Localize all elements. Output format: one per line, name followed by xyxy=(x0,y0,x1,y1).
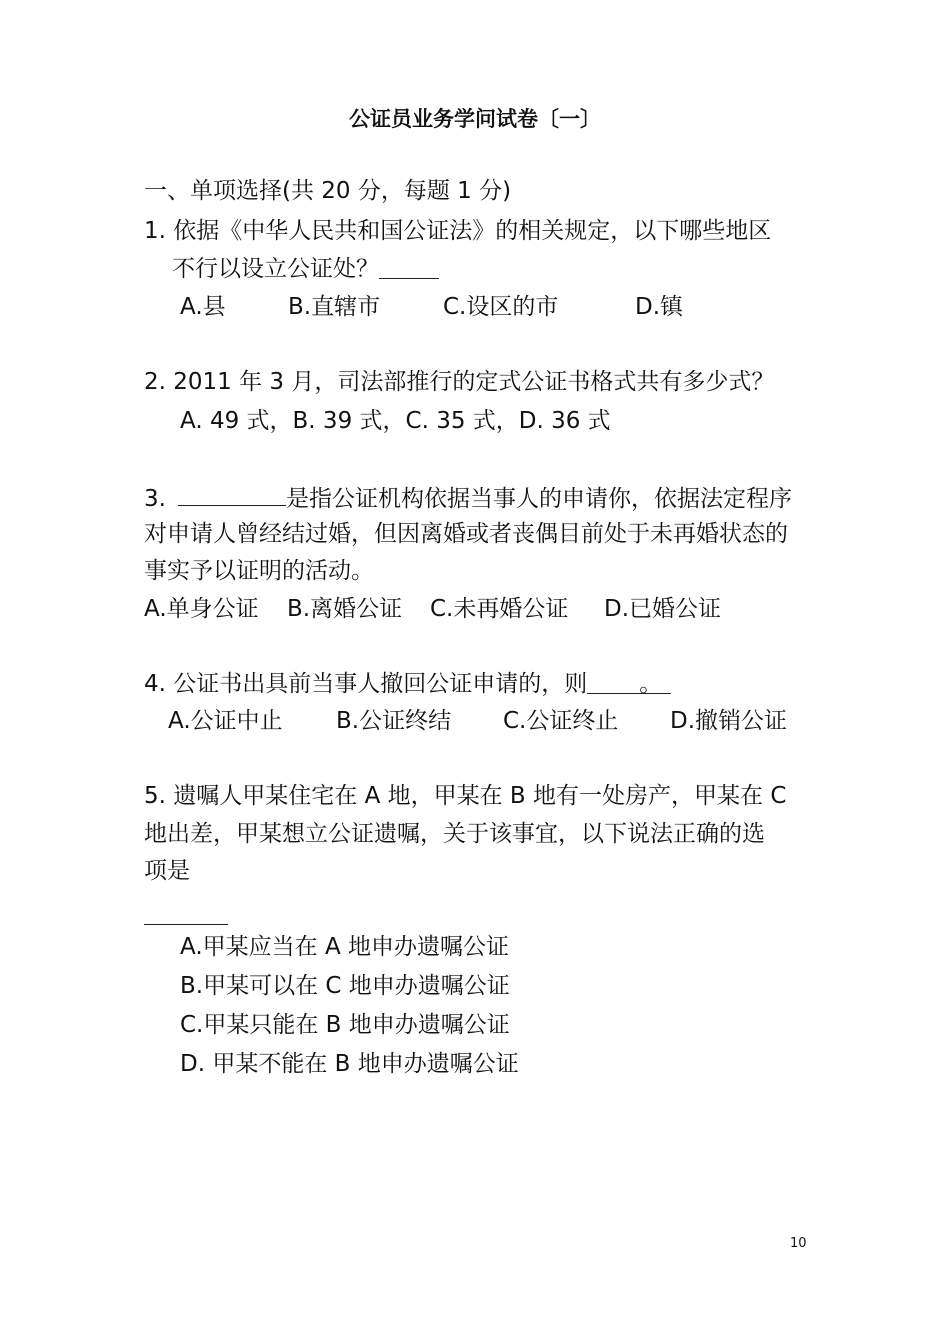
page-title: 公证员业务学问试卷〔一〕 xyxy=(349,107,601,131)
question-4-line-1 xyxy=(144,669,671,699)
question-1-line-1: 1. 依据《中华人民共和国公证法》的相关规定，以下哪些地区 xyxy=(144,218,772,244)
answer-blank xyxy=(178,481,286,506)
option-b: B.离婚公证 xyxy=(287,596,403,622)
answer-blank xyxy=(144,924,228,925)
question-1-line-2 xyxy=(172,254,439,284)
option-c: C.设区的市 xyxy=(443,294,559,320)
question-5-option-c: C.甲某只能在 B 地申办遗嘱公证 xyxy=(180,1012,510,1038)
option-b: B.直辖市 xyxy=(288,294,381,320)
question-3-text: 是指公证机构依据当事人的申请你，依据法定程序 xyxy=(285,486,792,512)
question-3-line-3: 事实予以证明的活动。 xyxy=(144,558,374,584)
question-4-options xyxy=(168,706,787,736)
option-a: A.公证中止 xyxy=(168,708,283,734)
question-4-end: 。 xyxy=(639,671,663,697)
option-a: A.县 xyxy=(180,294,226,320)
question-3-line-1 xyxy=(144,481,792,514)
section-heading: 一、单项选择(共 20 分，每题 1 分) xyxy=(144,178,512,204)
question-5-option-b: B.甲某可以在 C 地申办遗嘱公证 xyxy=(180,973,510,999)
option-d: D.已婚公证 xyxy=(604,596,722,622)
question-5-line-1: 5. 遗嘱人甲某住宅在 A 地，甲某在 B 地有一处房产，甲某在 C xyxy=(144,783,787,809)
question-5-option-a: A.甲某应当在 A 地申办遗嘱公证 xyxy=(180,934,509,960)
option-c: C.未再婚公证 xyxy=(430,596,569,622)
question-3-line-2: 对申请人曾经结过婚，但因离婚或者丧偶目前处于未再婚状态的 xyxy=(144,521,788,547)
page-number: 10 xyxy=(790,1236,807,1251)
question-2-line-1: 2. 2011 年 3 月，司法部推行的定式公证书格式共有多少式？ xyxy=(144,369,775,395)
question-1-text: 不行以设立公证处？ xyxy=(172,256,379,282)
answer-blank xyxy=(379,254,439,279)
option-d: D.撤销公证 xyxy=(670,708,788,734)
option-c: C.公证终止 xyxy=(503,708,619,734)
option-a: A.单身公证 xyxy=(144,596,259,622)
question-4-text: 4. 公证书出具前当事人撤回公证申请的，则 xyxy=(144,671,588,697)
question-5-line-3: 项是 xyxy=(144,858,190,884)
answer-blank xyxy=(587,669,671,697)
question-1-options xyxy=(180,292,683,322)
option-d: D.镇 xyxy=(635,294,684,320)
option-b: B.公证终结 xyxy=(336,708,452,734)
question-3-options xyxy=(144,594,721,624)
question-2-options: A. 49 式，B. 39 式，C. 35 式，D. 36 式 xyxy=(180,408,611,434)
question-3-number: 3. xyxy=(144,486,166,512)
question-5-line-2: 地出差，甲某想立公证遗嘱，关于该事宜，以下说法正确的选 xyxy=(144,821,765,847)
question-5-option-d: D. 甲某不能在 B 地申办遗嘱公证 xyxy=(180,1051,519,1077)
